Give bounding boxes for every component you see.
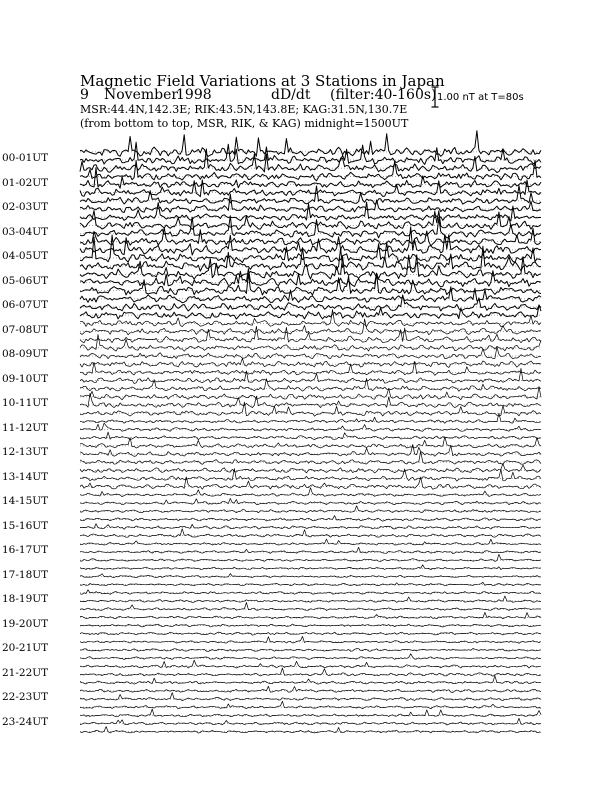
row-label-21-22UT: 21-22UT (2, 666, 49, 679)
trace-21-22UT-RIK (80, 668, 541, 676)
trace-22-23UT-KAG (80, 686, 541, 692)
trace-03-04UT-KAG (80, 211, 541, 230)
row-label-20-21UT: 20-21UT (2, 642, 49, 654)
trace-09-10UT-RIK (80, 368, 541, 383)
trace-02-03UT-MSR (80, 202, 541, 221)
trace-17-18UT-MSR (80, 582, 541, 586)
row-label-10-11UT: 10-11UT (2, 397, 49, 409)
trace-08-09UT-MSR (80, 358, 541, 367)
trace-15-16UT-MSR (80, 529, 541, 538)
row-label-18-19UT: 18-19UT (2, 593, 49, 605)
trace-19-20UT-KAG (80, 612, 541, 618)
trace-10-11UT-RIK (80, 393, 541, 407)
row-label-22-23UT: 22-23UT (2, 691, 49, 703)
trace-08-09UT-KAG (80, 335, 541, 352)
row-label-23-24UT: 23-24UT (2, 715, 49, 728)
trace-16-17UT-MSR (80, 554, 541, 561)
trace-14-15UT-KAG (80, 488, 541, 497)
row-label-15-16UT: 15-16UT (2, 519, 49, 532)
filter-label: (filter:40-160s) (330, 87, 437, 103)
trace-21-22UT-MSR (80, 676, 541, 684)
trace-18-19UT-MSR (80, 603, 541, 611)
row-label-01-02UT: 01-02UT (2, 176, 49, 189)
trace-00-01UT-MSR (80, 149, 541, 173)
row-label-11-12UT: 11-12UT (2, 421, 49, 434)
trace-07-08UT-MSR (80, 326, 541, 343)
trace-06-07UT-KAG (80, 287, 541, 303)
row-label-06-07UT: 06-07UT (2, 299, 49, 311)
date-year: 1998 (176, 87, 212, 103)
trace-04-05UT-KAG (80, 227, 541, 255)
trace-18-19UT-KAG (80, 590, 541, 595)
row-label-08-09UT: 08-09UT (2, 348, 49, 360)
row-label-17-18UT: 17-18UT (2, 568, 49, 581)
trace-13-14UT-KAG (80, 464, 541, 473)
trace-07-08UT-KAG (80, 310, 541, 327)
date-month: November (104, 87, 179, 103)
trace-00-01UT-KAG (80, 131, 541, 157)
row-label-19-20UT: 19-20UT (2, 617, 49, 630)
trace-20-21UT-KAG (80, 636, 541, 643)
trace-22-23UT-MSR (80, 701, 541, 709)
trace-16-17UT-KAG (80, 539, 541, 545)
trace-23-24UT-MSR (80, 727, 541, 734)
trace-03-04UT-MSR (80, 228, 541, 246)
trace-16-17UT-RIK (80, 547, 541, 553)
trace-21-22UT-KAG (80, 660, 541, 668)
row-label-03-04UT: 03-04UT (2, 225, 49, 238)
trace-14-15UT-RIK (80, 498, 541, 504)
row-label-00-01UT: 00-01UT (2, 152, 49, 164)
trace-23-24UT-RIK (80, 718, 541, 725)
row-label-05-06UT: 05-06UT (2, 274, 49, 287)
trace-18-19UT-RIK (80, 596, 541, 602)
stations-label: MSR:44.4N,142.3E; RIK:43.5N,143.8E; KAG:31.5N,130.7E (80, 103, 408, 116)
row-label-13-14UT: 13-14UT (2, 470, 49, 483)
trace-07-08UT-RIK (80, 319, 541, 335)
row-label-14-15UT: 14-15UT (2, 495, 49, 507)
quantity-label: dD/dt (271, 87, 311, 103)
trace-11-12UT-KAG (80, 413, 541, 423)
trace-15-16UT-KAG (80, 516, 541, 522)
trace-11-12UT-MSR (80, 432, 541, 440)
trace-08-09UT-RIK (80, 347, 541, 359)
trace-17-18UT-KAG (80, 565, 541, 570)
date-day: 9 (80, 87, 89, 103)
chart-title: Magnetic Field Variations at 3 Stations in Japan (80, 72, 445, 90)
row-label-07-08UT: 07-08UT (2, 323, 49, 336)
station-order-note: (from bottom to top, MSR, RIK, & KAG) midnight=1500UT (80, 117, 409, 130)
trace-15-16UT-RIK (80, 524, 541, 530)
trace-09-10UT-KAG (80, 361, 541, 375)
scale-label: 1.00 nT at T=80s (437, 92, 524, 103)
trace-20-21UT-MSR (80, 654, 541, 660)
trace-23-24UT-KAG (80, 709, 541, 717)
trace-14-15UT-MSR (80, 506, 541, 513)
row-label-04-05UT: 04-05UT (2, 250, 49, 262)
trace-17-18UT-RIK (80, 574, 541, 578)
trace-12-13UT-MSR (80, 452, 541, 465)
row-label-12-13UT: 12-13UT (2, 446, 49, 458)
row-label-02-03UT: 02-03UT (2, 201, 49, 213)
trace-22-23UT-RIK (80, 693, 541, 701)
trace-20-21UT-RIK (80, 649, 541, 652)
row-label-09-10UT: 09-10UT (2, 372, 49, 385)
row-label-16-17UT: 16-17UT (2, 544, 49, 556)
trace-11-12UT-RIK (80, 423, 541, 431)
